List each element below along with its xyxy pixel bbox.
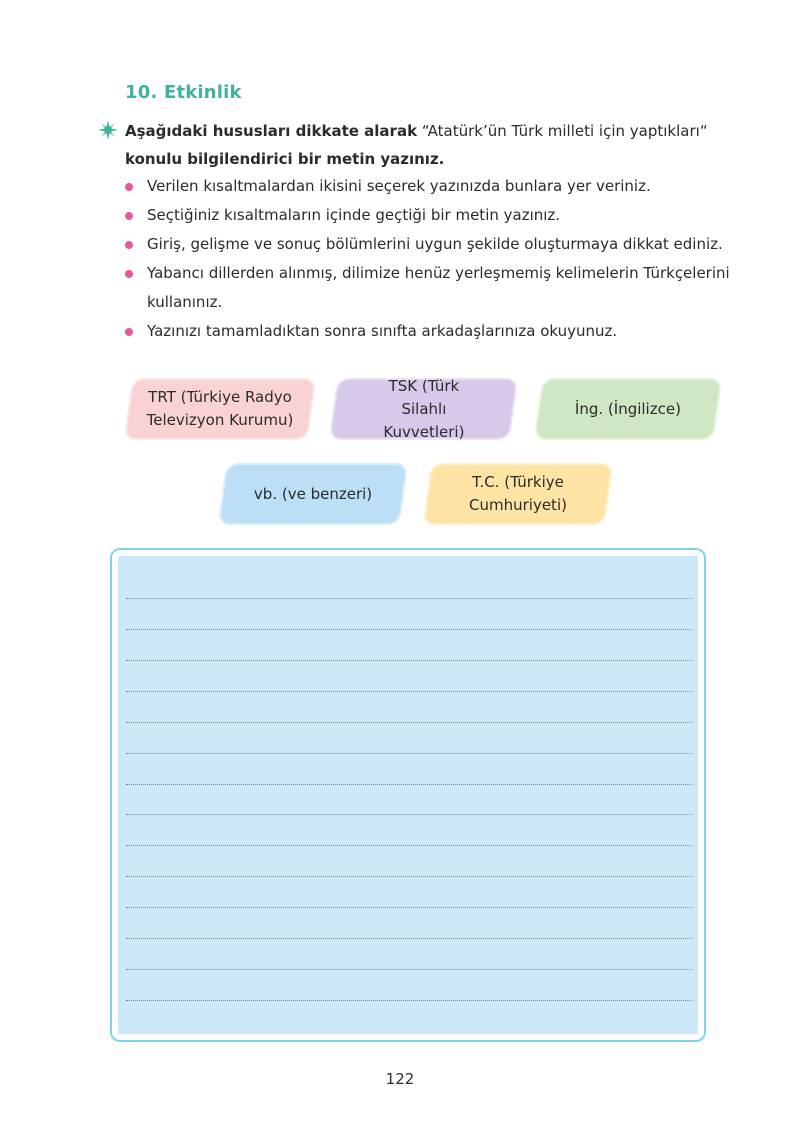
instruction-part-1: Aşağıdaki hususları dikkate alarak bbox=[125, 122, 418, 140]
writing-line bbox=[126, 660, 692, 661]
abbreviation-label: İng. (İngilizce) bbox=[575, 399, 681, 418]
list-item bbox=[125, 259, 735, 317]
instruction-part-2: konulu bilgilendirici bir metin yazınız. bbox=[125, 150, 445, 168]
abbreviation-label: vb. (ve benzeri) bbox=[253, 484, 373, 503]
writing-line bbox=[126, 876, 692, 877]
list-item bbox=[125, 201, 735, 230]
star-bullet-icon bbox=[98, 120, 118, 140]
abbreviation-label: TRT (Türkiye Radyo Televizyon Kurumu) bbox=[146, 388, 294, 429]
writing-line bbox=[126, 784, 692, 785]
abbreviation-label: TSK (Türk Silahlı Kuvvetleri) bbox=[382, 376, 465, 441]
writing-line bbox=[126, 753, 692, 754]
list-item bbox=[125, 230, 735, 259]
abbreviation-card-ing bbox=[534, 378, 723, 440]
instruction-topic: “Atatürk’ün Türk milleti için yaptıkları“ bbox=[421, 122, 708, 140]
bullet-dot-icon bbox=[125, 183, 133, 191]
list-item bbox=[125, 317, 735, 346]
writing-line bbox=[126, 814, 692, 815]
list-item-text: Giriş, gelişme ve sonuç bölümlerini uygun şekilde oluşturmaya dikkat ediniz. bbox=[147, 235, 723, 253]
abbreviation-card-tsk bbox=[329, 378, 519, 440]
bullet-dot-icon bbox=[125, 212, 133, 220]
bullet-dot-icon bbox=[125, 328, 133, 336]
page-number: 122 bbox=[385, 1070, 415, 1088]
bullet-dot-icon bbox=[125, 241, 133, 249]
writing-line bbox=[126, 598, 692, 599]
abbreviation-card-trt bbox=[124, 378, 317, 440]
activity-instruction bbox=[125, 117, 735, 173]
writing-line bbox=[126, 845, 692, 846]
list-item bbox=[125, 172, 735, 201]
list-item-text: Yabancı dillerden alınmış, dilimize henüz yerleşmemiş kelimelerin Türkçelerini kullanınız. bbox=[147, 264, 730, 311]
activity-title: 10. Etkinlik bbox=[125, 82, 242, 103]
writing-area[interactable] bbox=[118, 556, 698, 1034]
writing-line bbox=[126, 629, 692, 630]
abbreviation-card-tc bbox=[423, 463, 614, 525]
writing-line bbox=[126, 722, 692, 723]
instruction-bullet-list bbox=[125, 172, 735, 346]
list-item-text: Yazınızı tamamladıktan sonra sınıfta arkadaşlarınıza okuyunuz. bbox=[147, 322, 618, 340]
writing-line bbox=[126, 907, 692, 908]
writing-line bbox=[126, 969, 692, 970]
writing-line bbox=[126, 938, 692, 939]
bullet-dot-icon bbox=[125, 270, 133, 278]
list-item-text: Seçtiğiniz kısaltmaların içinde geçtiği bir metin yazınız. bbox=[147, 206, 561, 224]
writing-line bbox=[126, 1000, 692, 1001]
writing-line bbox=[126, 691, 692, 692]
list-item-text: Verilen kısaltmalardan ikisini seçerek yazınızda bunlara yer veriniz. bbox=[147, 177, 651, 195]
abbreviation-card-vb bbox=[218, 463, 409, 525]
abbreviation-label: T.C. (Türkiye Cumhuriyeti) bbox=[469, 473, 567, 514]
